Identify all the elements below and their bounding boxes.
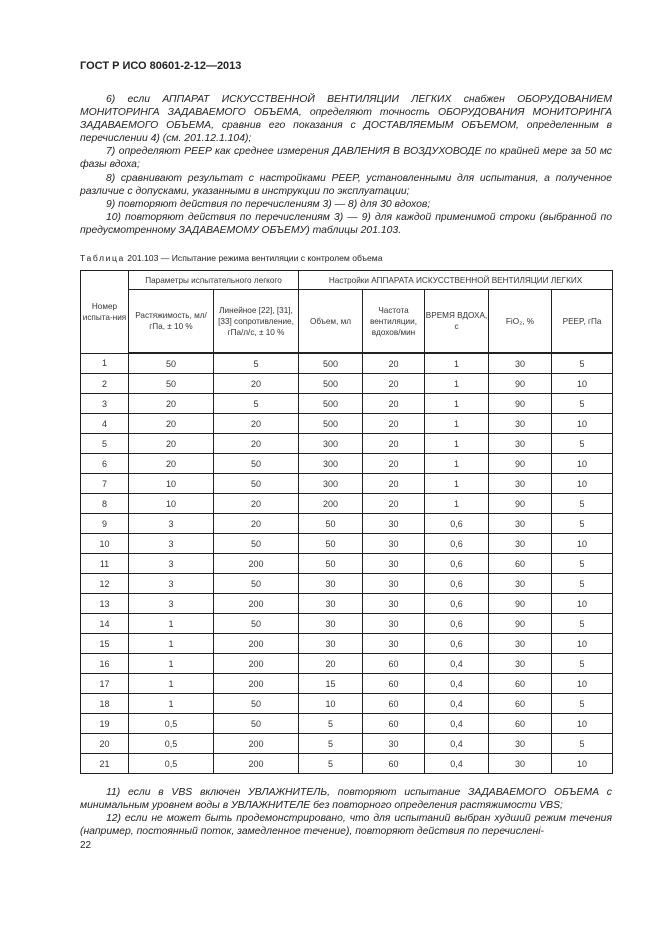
table-cell: 0,6 [425,594,489,614]
table-cell: 50 [214,574,299,594]
table-cell: 30 [489,634,552,654]
caption-text: 201.103 — Испытание режима вентиляции с контролем объема [127,253,383,263]
table-cell: 0,5 [129,754,214,774]
table-cell: 3 [129,534,214,554]
table-cell: 60 [363,674,425,694]
table-cell: 1 [129,654,214,674]
table-cell: 60 [489,554,552,574]
table-cell: 60 [489,694,552,714]
table-cell: 1 [425,414,489,434]
table-row [81,534,613,554]
table-cell: 10 [552,374,613,394]
table-row [81,514,613,534]
table-cell: 5 [552,574,613,594]
table-cell: 0,4 [425,754,489,774]
table-cell: 30 [363,514,425,534]
table-cell: 50 [214,474,299,494]
table-cell: 10 [129,474,214,494]
table-cell: 16 [81,654,129,674]
table-cell: 5 [552,394,613,414]
table-cell: 6 [81,454,129,474]
table-cell: 500 [299,353,363,374]
table-cell: 10 [129,494,214,514]
table-cell: 60 [363,654,425,674]
table-cell: 500 [299,414,363,434]
paragraph: 6) если АППАРАТ ИСКУССТВЕННОЙ ВЕНТИЛЯЦИИ ЛЕГКИХ снабжен ОБОРУДОВАНИЕМ МОНИТОРИНГА ЗАДАВАЕМОГО ОБЪЕМА, определяют точность ОБОРУДОВАНИЯ МОНИТОРИНГА ЗАДАВАЕМОГО ОБЪЕМА, сравнив его показания с ДОСТАВЛЯЕМЫМ ОБЪЕМОМ, определенным в перечислении 4) (см. 201.12.1.104); [80,94,612,145]
col-header: Номер испыта-ния [81,271,129,354]
table-row [81,434,613,454]
table-cell: 0,6 [425,514,489,534]
table-cell: 3 [81,394,129,414]
table-cell: 30 [489,434,552,454]
table-cell: 1 [425,394,489,414]
col-header: Частота вентиляции, вдохов/мин [363,290,425,354]
table-cell: 60 [363,694,425,714]
table-cell: 20 [363,394,425,414]
table-cell: 5 [552,554,613,574]
table-cell: 1 [425,353,489,374]
table-cell: 30 [363,594,425,614]
table-cell: 19 [81,714,129,734]
table-cell: 10 [552,754,613,774]
table-row [81,714,613,734]
table-row [81,353,613,374]
table-cell: 0,4 [425,694,489,714]
table-cell: 10 [552,674,613,694]
table-cell: 0,4 [425,674,489,694]
bottom-paragraphs [80,786,612,838]
table-cell: 20 [363,353,425,374]
col-header: Растяжимость, мл/гПа, ± 10 % [129,290,214,354]
table-cell: 1 [129,674,214,694]
table-cell: 200 [214,674,299,694]
table-cell: 15 [81,634,129,654]
table-row [81,614,613,634]
table-cell: 0,6 [425,634,489,654]
table-cell: 3 [129,594,214,614]
table-cell: 30 [363,574,425,594]
table-cell: 1 [425,434,489,454]
table-cell: 20 [214,434,299,454]
table-cell: 30 [489,734,552,754]
table-cell: 30 [489,474,552,494]
table-cell: 20 [299,654,363,674]
table-cell: 30 [489,754,552,774]
table-cell: 5 [214,394,299,414]
table-cell: 90 [489,494,552,514]
table-row [81,494,613,514]
table-cell: 17 [81,674,129,694]
table-cell: 5 [552,654,613,674]
table-row [81,634,613,654]
table-cell: 90 [489,594,552,614]
table-cell: 20 [363,374,425,394]
table-cell: 4 [81,414,129,434]
table-cell: 50 [214,614,299,634]
table-cell: 10 [299,694,363,714]
table-cell: 50 [214,714,299,734]
table-cell: 20 [363,434,425,454]
table-cell: 50 [299,534,363,554]
table-cell: 30 [489,353,552,374]
ventilation-test-table [80,270,613,774]
table-cell: 20 [363,454,425,474]
table-cell: 1 [129,634,214,654]
table-cell: 90 [489,394,552,414]
table-cell: 200 [299,494,363,514]
table-cell: 7 [81,474,129,494]
table-cell: 200 [214,654,299,674]
table-cell: 1 [425,494,489,514]
table-cell: 200 [214,594,299,614]
paragraph: 7) определяют PEEP как среднее измерения ДАВЛЕНИЯ В ВОЗДУХОВОДЕ по крайней мере за 50 мс фазы вдоха; [80,146,612,171]
table-cell: 200 [214,734,299,754]
caption-prefix: Таблица [80,253,125,263]
table-row [81,594,613,614]
table-cell: 5 [552,614,613,634]
table-cell: 20 [129,414,214,434]
table-cell: 20 [363,414,425,434]
table-cell: 5 [552,734,613,754]
table-cell: 0,4 [425,714,489,734]
table-row [81,754,613,774]
col-header: Объем, мл [299,290,363,354]
table-cell: 0,6 [425,574,489,594]
table-row [81,374,613,394]
paragraph: 9) повторяют действия по перечислениям 3) — 8) для 30 вдохов; [106,198,431,210]
table-cell: 30 [299,574,363,594]
table-cell: 20 [129,434,214,454]
table-cell: 10 [552,594,613,614]
table-cell: 30 [363,734,425,754]
table-cell: 50 [129,353,214,374]
table-cell: 3 [129,574,214,594]
table-cell: 50 [299,514,363,534]
table-row [81,674,613,694]
table-cell: 12 [81,574,129,594]
table-cell: 60 [489,674,552,694]
table-cell: 10 [552,534,613,554]
table-cell: 13 [81,594,129,614]
table-cell: 30 [489,514,552,534]
table-cell: 10 [552,414,613,434]
table-cell: 60 [363,714,425,734]
table-cell: 300 [299,434,363,454]
table-cell: 1 [81,353,129,374]
table-cell: 5 [299,714,363,734]
table-cell: 200 [214,554,299,574]
table-cell: 50 [214,694,299,714]
table-cell: 9 [81,514,129,534]
table-cell: 20 [214,374,299,394]
table-cell: 30 [363,614,425,634]
table-row [81,574,613,594]
table-cell: 0,6 [425,614,489,634]
table-cell: 20 [214,494,299,514]
table-cell: 10 [552,474,613,494]
table-cell: 20 [363,474,425,494]
paragraph: 12) если не может быть продемонстрировано, что для испытаний выбран худший режим течения (например, постоянный поток, замедленное течение), повторяют действия по перечисленi- [80,813,612,838]
table-cell: 0,6 [425,554,489,574]
table-cell: 90 [489,614,552,634]
page-number: 22 [80,840,92,851]
table-cell: 30 [363,554,425,574]
table-cell: 0,4 [425,734,489,754]
table-cell: 30 [299,594,363,614]
table-cell: 500 [299,394,363,414]
table-cell: 10 [552,634,613,654]
table-cell: 5 [299,754,363,774]
table-cell: 5 [552,353,613,374]
table-cell: 0,6 [425,534,489,554]
table-cell: 8 [81,494,129,514]
table-row [81,394,613,414]
table-cell: 30 [489,414,552,434]
table-cell: 20 [129,454,214,474]
table-cell: 30 [489,574,552,594]
table-cell: 0,5 [129,734,214,754]
table-cell: 30 [299,614,363,634]
table-cell: 60 [489,714,552,734]
table-cell: 11 [81,554,129,574]
table-cell: 200 [214,754,299,774]
paragraph: 8) сравнивают результат с настройками PEEP, установленными для испытания, а полученное различие с допусками, указанными в инструкции по эксплуатации; [80,172,612,197]
table-row [81,654,613,674]
table-row [81,454,613,474]
table-cell: 0,5 [129,714,214,734]
table-cell: 1 [129,614,214,634]
table-cell: 30 [363,534,425,554]
table-row [81,474,613,494]
table-cell: 30 [489,654,552,674]
col-header: PEEP, гПа [552,290,613,354]
table-cell: 20 [81,734,129,754]
table-cell: 1 [425,454,489,474]
table-cell: 10 [552,454,613,474]
table-cell: 90 [489,374,552,394]
paragraph: 10) повторяют действия по перечислениям 3) — 9) для каждой применимой строки (выбранной по предусмотренному ЗАДАВАЕМОМУ ОБЪЕМУ) таблицы 201.103. [80,211,612,236]
col-header: Линейное [22], [31], [33] сопротивление, гПа/л/с, ± 10 % [214,290,299,354]
table-cell: 50 [214,534,299,554]
table-cell: 10 [81,534,129,554]
table-cell: 10 [552,714,613,734]
table-row [81,694,613,714]
table-cell: 14 [81,614,129,634]
paragraph: 11) если в VBS включен УВЛАЖНИТЕЛЬ, повторяют испытание ЗАДАВАЕМОГО ОБЪЕМА с минимальным уровнем воды в УВЛАЖНИТЕЛЕ без повторного определения растяжимости VBS; [80,787,612,812]
table-cell: 20 [363,494,425,514]
table-cell: 20 [214,414,299,434]
col-header: ВРЕМЯ ВДОХА, с [425,290,489,354]
table-cell: 20 [129,394,214,414]
document-header: ГОСТ Р ИСО 80601-2-12—2013 [80,60,242,72]
table-cell: 5 [552,694,613,714]
table-cell: 1 [425,474,489,494]
table-cell: 50 [129,374,214,394]
col-header: FiO₂, % [489,290,552,354]
table-cell: 2 [81,374,129,394]
table-cell: 5 [81,434,129,454]
table-cell: 15 [299,674,363,694]
group-header: Настройки АППАРАТА ИСКУССТВЕННОЙ ВЕНТИЛЯЦИИ ЛЕГКИХ [299,271,613,290]
table-caption [80,253,382,263]
table-cell: 300 [299,454,363,474]
table-cell: 3 [129,554,214,574]
table-cell: 500 [299,374,363,394]
table-cell: 5 [552,494,613,514]
table-cell: 0,4 [425,654,489,674]
table-cell: 90 [489,454,552,474]
table-cell: 1 [425,374,489,394]
table-cell: 200 [214,634,299,654]
table-cell: 30 [489,534,552,554]
group-header: Параметры испытательного легкого [129,271,299,290]
table-cell: 5 [299,734,363,754]
table-cell: 30 [299,634,363,654]
table-cell: 300 [299,474,363,494]
table-cell: 18 [81,694,129,714]
table-cell: 5 [214,353,299,374]
table-cell: 3 [129,514,214,534]
table-cell: 50 [214,454,299,474]
table-row [81,734,613,754]
table-row [81,554,613,574]
table-cell: 20 [214,514,299,534]
table-cell: 30 [363,634,425,654]
table-cell: 60 [363,754,425,774]
table-cell: 21 [81,754,129,774]
table-cell: 1 [129,694,214,714]
table-row [81,414,613,434]
top-paragraphs [80,93,612,237]
table-cell: 5 [552,434,613,454]
table-cell: 50 [299,554,363,574]
table-cell: 5 [552,514,613,534]
